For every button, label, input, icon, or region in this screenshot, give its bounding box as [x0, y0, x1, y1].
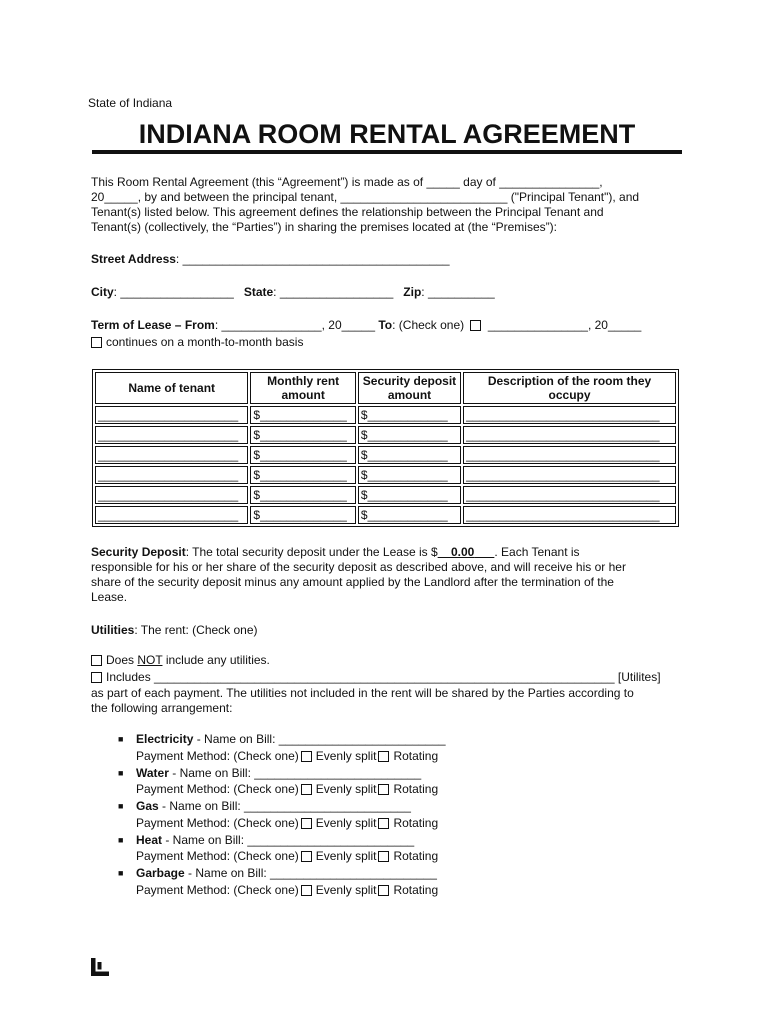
table-row — [95, 466, 676, 484]
table-row — [95, 486, 676, 504]
month-to-month-label: continues on a month-to-month basis — [106, 335, 304, 349]
column-header-rent: Monthly rent amount — [250, 372, 356, 404]
table-row — [95, 446, 676, 464]
evenly-split-checkbox[interactable] — [301, 851, 312, 862]
payment-method-label: Payment Method: (Check one) — [136, 849, 299, 863]
evenly-split-label: Evenly split — [315, 748, 377, 763]
deposit-amount-cell[interactable]: $____________ — [358, 466, 461, 484]
utility-item — [136, 833, 414, 848]
payment-method-label: Payment Method: (Check one) — [136, 748, 299, 763]
utility-bill-field[interactable]: - Name on Bill: _________________________ — [168, 765, 422, 780]
security-deposit-text: : The total security deposit under the Lease is $ — [185, 545, 438, 559]
street-address-label: Street Address — [91, 252, 176, 266]
state-field[interactable]: : _________________ — [273, 285, 394, 299]
state-field-label: State — [243, 285, 274, 299]
rotating-label: Rotating — [393, 849, 439, 863]
security-deposit-line: Lease. — [91, 590, 128, 604]
table-header-row — [95, 372, 676, 404]
street-address-row — [91, 252, 450, 267]
month-to-month-checkbox[interactable] — [91, 337, 102, 348]
rent-amount-cell[interactable]: $_____________ — [250, 466, 356, 484]
utility-item — [136, 732, 446, 747]
deposit-amount-cell[interactable]: $____________ — [358, 406, 461, 424]
no-utilities-checkbox[interactable] — [91, 655, 102, 666]
term-label: Term of Lease – From — [91, 318, 215, 332]
option-text: Does — [106, 653, 138, 667]
utility-bill-field[interactable]: - Name on Bill: _________________________ — [184, 866, 437, 880]
intro-line: 20_____, by and between the principal tenant, _________________________ ("Principal Tenant"), and — [91, 190, 640, 204]
rotating-label: Rotating — [393, 815, 439, 830]
deposit-amount-cell[interactable]: $____________ — [358, 446, 461, 464]
utility-item — [136, 766, 421, 781]
room-description-cell[interactable]: _____________________________ — [463, 426, 676, 444]
security-deposit-amount: 0.00 — [450, 545, 475, 559]
zip-field[interactable]: : __________ — [421, 285, 495, 299]
street-address-field[interactable]: : ________________________________________ — [175, 252, 450, 266]
security-deposit-line — [91, 545, 681, 560]
title-divider — [92, 150, 682, 154]
deposit-amount-cell[interactable]: $____________ — [358, 486, 461, 504]
tenant-rows — [95, 406, 676, 524]
includes-utilities-checkbox[interactable] — [91, 672, 102, 683]
includes-utilities-field[interactable]: Includes _____________________________________________________________________ [Utilites] — [106, 670, 661, 684]
rotating-checkbox[interactable] — [378, 784, 389, 795]
room-description-cell[interactable]: _____________________________ — [463, 506, 676, 524]
room-description-cell[interactable]: _____________________________ — [463, 446, 676, 464]
room-description-cell[interactable]: _____________________________ — [463, 466, 676, 484]
tenant-name-cell[interactable]: _____________________ — [95, 466, 248, 484]
payment-method-row — [136, 849, 438, 864]
evenly-split-label: Evenly split — [315, 849, 377, 863]
payment-method-row — [136, 749, 438, 764]
rent-amount-cell[interactable]: $_____________ — [250, 446, 356, 464]
utility-name: Gas — [136, 799, 159, 813]
utilities-arrangement — [91, 686, 681, 716]
rotating-checkbox[interactable] — [378, 751, 389, 762]
payment-method-label: Payment Method: (Check one) — [136, 782, 299, 796]
fixed-term-checkbox[interactable] — [470, 320, 481, 331]
utilities-line: as part of each payment. The utilities not included in the rent will be shared by the Parties according to — [91, 686, 634, 700]
security-deposit-amount-field[interactable] — [438, 545, 495, 560]
intro-line: This Room Rental Agreement (this “Agreement”) is made as of _____ day of _______________, — [91, 175, 603, 189]
utilities-label: Utilities — [91, 623, 135, 637]
intro-paragraph — [91, 175, 681, 235]
bullet-icon: ■ — [118, 834, 124, 845]
option-text-not: NOT — [137, 653, 163, 667]
security-deposit-paragraph — [91, 545, 681, 605]
room-description-cell[interactable]: _____________________________ — [463, 406, 676, 424]
month-to-month-row — [89, 335, 303, 350]
intro-line: Tenant(s) (collectively, the “Parties”) in sharing the premises located at (the “Premises”): — [91, 220, 557, 234]
legal-templates-logo-icon — [91, 958, 109, 976]
utility-name: Heat — [136, 832, 163, 847]
rotating-checkbox[interactable] — [378, 885, 389, 896]
security-deposit-line: responsible for his or her share of the security deposit as described above, and will receive his or her — [91, 560, 626, 574]
state-label: State of Indiana — [88, 96, 173, 110]
bullet-icon: ■ — [118, 767, 124, 778]
rent-amount-cell[interactable]: $_____________ — [250, 486, 356, 504]
payment-method-label: Payment Method: (Check one) — [136, 882, 299, 897]
utility-bill-field[interactable]: - Name on Bill: _________________________ — [158, 799, 411, 813]
document-title: INDIANA ROOM RENTAL AGREEMENT — [138, 119, 636, 149]
column-header-name: Name of tenant — [95, 372, 248, 404]
evenly-split-label: Evenly split — [315, 882, 377, 897]
term-from-field[interactable]: : _______________, 20_____ — [214, 318, 375, 332]
deposit-amount-cell[interactable]: $____________ — [358, 426, 461, 444]
term-to-field[interactable]: _______________, 20_____ — [487, 318, 642, 332]
bullet-icon: ■ — [118, 734, 124, 744]
utility-bill-field[interactable]: - Name on Bill: _________________________ — [193, 732, 446, 746]
term-to-text: : (Check one) — [392, 318, 465, 332]
evenly-split-label: Evenly split — [315, 782, 377, 796]
option-text: include any utilities. — [162, 653, 270, 667]
rotating-checkbox[interactable] — [378, 851, 389, 862]
evenly-split-checkbox[interactable] — [301, 751, 312, 762]
column-header-description: Description of the room they occupy — [463, 372, 676, 404]
security-deposit-label: Security Deposit — [91, 545, 186, 559]
rotating-label: Rotating — [393, 748, 439, 763]
evenly-split-checkbox[interactable] — [301, 818, 312, 829]
bullet-icon: ■ — [118, 801, 124, 811]
utility-name: Water — [136, 765, 169, 780]
utility-item — [136, 866, 437, 881]
term-to-label: To — [378, 318, 393, 332]
utility-name: Electricity — [136, 732, 194, 746]
rent-amount-cell[interactable]: $_____________ — [250, 506, 356, 524]
city-field[interactable]: : _________________ — [113, 285, 234, 299]
rent-amount-cell[interactable]: $_____________ — [250, 426, 356, 444]
bullet-icon: ■ — [118, 868, 124, 878]
table-row — [95, 406, 676, 424]
room-description-cell[interactable]: _____________________________ — [463, 486, 676, 504]
payment-method-row — [136, 816, 438, 831]
evenly-split-checkbox[interactable] — [301, 885, 312, 896]
table-row — [95, 426, 676, 444]
deposit-amount-cell[interactable]: $____________ — [358, 506, 461, 524]
security-deposit-text: . Each Tenant is — [494, 545, 580, 559]
intro-line: Tenant(s) listed below. This agreement defines the relationship between the Principal Tenant and — [91, 205, 604, 219]
tenant-name-cell[interactable]: _____________________ — [95, 406, 248, 424]
tenant-name-cell[interactable]: _____________________ — [95, 426, 248, 444]
tenant-name-cell[interactable]: _____________________ — [95, 486, 248, 504]
utility-bill-field[interactable]: - Name on Bill: _________________________ — [162, 832, 415, 847]
tenant-name-cell[interactable]: _____________________ — [95, 446, 248, 464]
column-header-deposit: Security deposit amount — [358, 372, 461, 404]
utilities-line: the following arrangement: — [91, 701, 233, 715]
evenly-split-label: Evenly split — [315, 815, 377, 830]
utilities-option-includes — [89, 670, 661, 685]
payment-method-row — [136, 782, 438, 797]
rotating-checkbox[interactable] — [378, 818, 389, 829]
security-deposit-line: share of the security deposit minus any amount applied by the Landlord after the termination of the — [91, 575, 614, 589]
table-row — [95, 506, 676, 524]
utility-item — [136, 799, 411, 814]
utilities-text: : The rent: (Check one) — [134, 623, 258, 637]
term-row — [91, 318, 641, 333]
city-label: City — [91, 285, 114, 299]
payment-method-label: Payment Method: (Check one) — [136, 815, 299, 830]
zip-label: Zip — [403, 285, 422, 299]
utilities-row — [91, 623, 258, 638]
evenly-split-checkbox[interactable] — [301, 784, 312, 795]
rotating-label: Rotating — [393, 782, 439, 796]
utilities-option-none — [89, 653, 270, 668]
rent-amount-cell[interactable]: $_____________ — [250, 406, 356, 424]
tenant-table — [92, 369, 679, 527]
rotating-label: Rotating — [393, 882, 439, 897]
utility-name: Garbage — [136, 866, 185, 880]
city-state-zip-row — [91, 285, 495, 300]
tenant-name-cell[interactable]: _____________________ — [95, 506, 248, 524]
payment-method-row — [136, 883, 438, 898]
